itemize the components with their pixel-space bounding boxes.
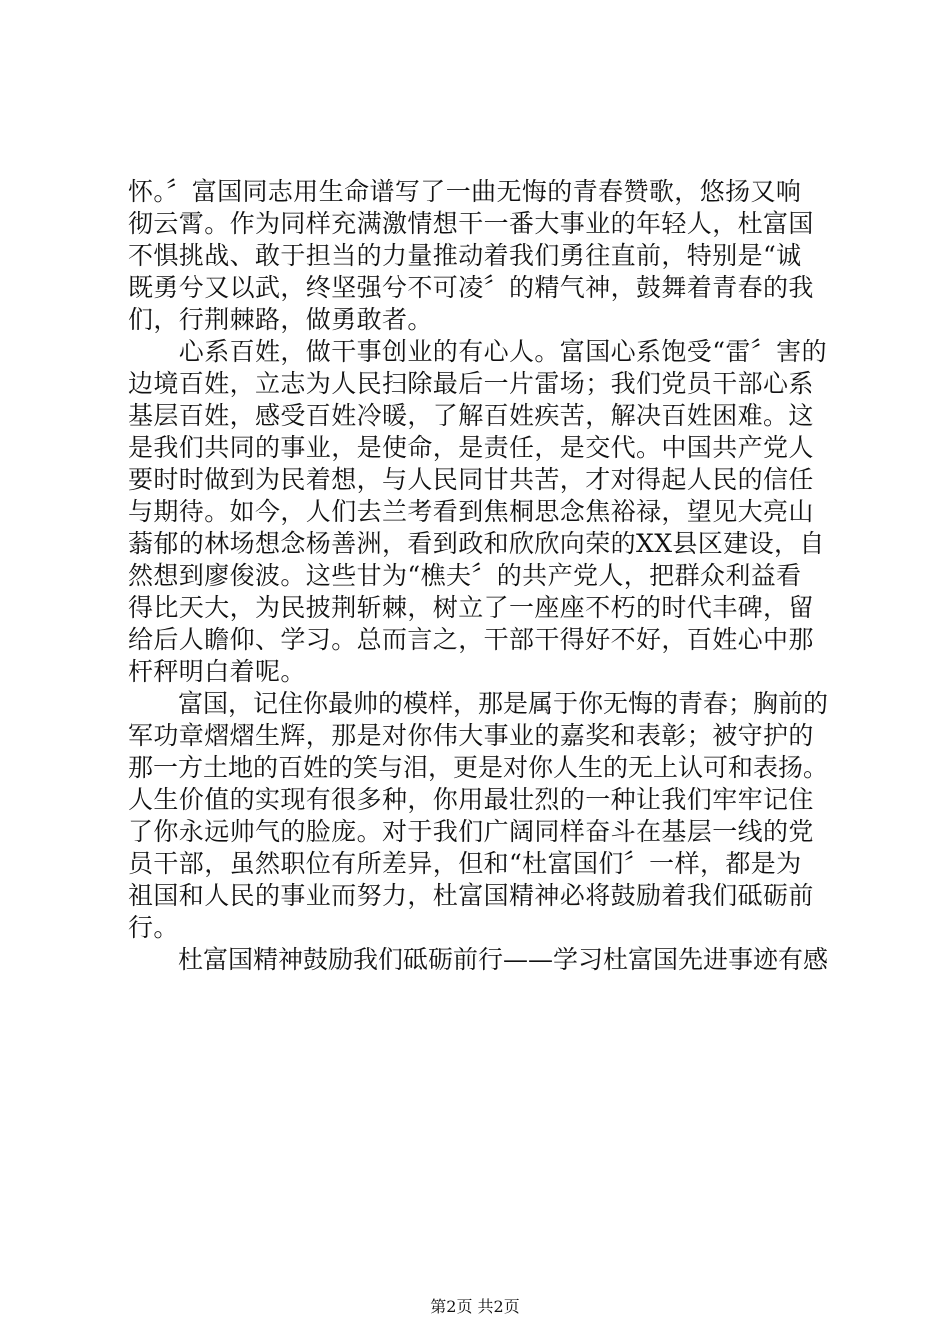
text-line: 然想到廖俊波。这些甘为“樵夫〞的共产党人，把群众利益看	[128, 561, 802, 590]
text-line: 人生价值的实现有很多种，你用最壮烈的一种让我们牢牢记住	[128, 785, 814, 814]
text-line: 得比天大，为民披荆斩棘，树立了一座座不朽的时代丰碑，留	[128, 593, 814, 622]
text-line: 杜富国精神鼓励我们砥砺前行——学习杜富国先进事迹有感	[128, 945, 829, 974]
text-line: 不惧挑战、敢于担当的力量推动着我们勇往直前，特别是“诚	[128, 241, 802, 270]
text-line: 与期待。如今，人们去兰考看到焦桐思念焦裕禄，望见大亮山	[128, 497, 814, 526]
text-line: 心系百姓，做干事创业的有心人。富国心系饱受“雷〞害的	[128, 337, 827, 366]
text-line: 们，行荆棘路，做勇敢者。	[128, 305, 433, 334]
text-line: 给后人瞻仰、学习。总而言之，干部干得好不好，百姓心中那	[128, 625, 814, 654]
text-line: 行。	[128, 913, 179, 942]
text-line: 彻云霄。作为同样充满激情想干一番大事业的年轻人，杜富国	[128, 209, 814, 238]
text-line: 祖国和人民的事业而努力，杜富国精神必将鼓励着我们砥砺前	[128, 881, 814, 910]
text-line: 杆秤明白着呢。	[128, 657, 306, 686]
text-line: 边境百姓，立志为人民扫除最后一片雷场；我们党员干部心系	[128, 369, 814, 398]
text-line: 既勇兮又以武，终坚强兮不可凌〞的精气神，鼓舞着青春的我	[128, 273, 814, 302]
text-line: 那一方土地的百姓的笑与泪，更是对你人生的无上认可和表扬。	[128, 753, 829, 782]
text-line: 了你永远帅气的脸庞。对于我们广阔同样奋斗在基层一线的党	[128, 817, 814, 846]
text-line: 富国，记住你最帅的模样，那是属于你无悔的青春；胸前的	[128, 689, 829, 718]
text-line: 基层百姓，感受百姓冷暖，了解百姓疾苦，解决百姓困难。这	[128, 401, 814, 430]
text-line: 怀。〞富国同志用生命谱写了一曲无悔的青春赞歌，悠扬又响	[128, 177, 802, 206]
body-text	[128, 176, 832, 976]
text-line: 军功章熠熠生辉，那是对你伟大事业的嘉奖和表彰；被守护的	[128, 721, 814, 750]
text-line: 蓊郁的林场想念杨善洲，看到政和欣欣向荣的XX县区建设，自	[128, 529, 825, 558]
text-line: 是我们共同的事业，是使命，是责任，是交代。中国共产党人	[128, 433, 814, 462]
text-line: 要时时做到为民着想，与人民同甘共苦，才对得起人民的信任	[128, 465, 814, 494]
page-footer: 第2页 共2页	[430, 1297, 520, 1316]
text-line: 员干部，虽然职位有所差异，但和“杜富国们〞一样，都是为	[128, 849, 802, 878]
